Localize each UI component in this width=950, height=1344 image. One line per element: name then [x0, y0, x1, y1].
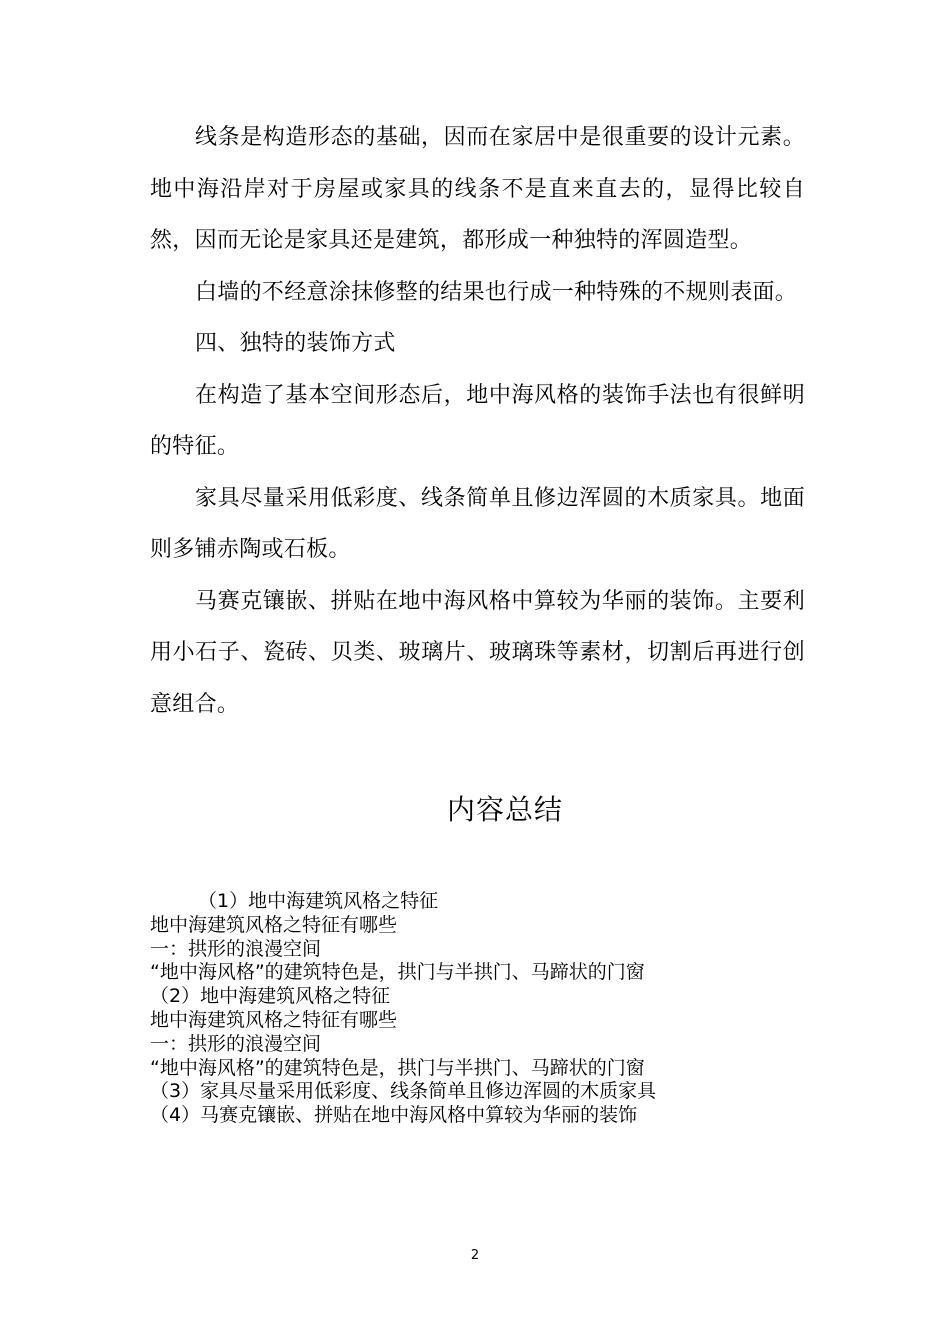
summary-list: [150, 890, 830, 1128]
body-text: [150, 112, 805, 730]
summary-line: “地中海风格”的建筑特色是，拱门与半拱门、马蹄状的门窗: [150, 1056, 645, 1079]
paragraph: 线条是构造形态的基础，因而在家居中是很重要的设计元素。地中海沿岸对于房屋或家具的线条不是直来直去的，显得比较自然，因而无论是家具还是建筑，都形成一种独特的浑圆造型。: [150, 125, 805, 253]
paragraph: 白墙的不经意涂抹修整的结果也行成一种特殊的不规则表面。: [195, 279, 798, 305]
section-heading: 四、独特的装饰方式: [195, 331, 396, 356]
summary-line: “地中海风格”的建筑特色是，拱门与半拱门、马蹄状的门窗: [150, 961, 645, 984]
summary-line: （3）家具尽量采用低彩度、线条简单且修边浑圆的木质家具: [150, 1080, 657, 1103]
page-number: 2: [470, 1248, 480, 1263]
summary-title: 内容总结: [446, 793, 563, 826]
summary-line: （4）马赛克镶嵌、拼贴在地中海风格中算较为华丽的装饰: [150, 1104, 638, 1127]
paragraph: 马赛克镶嵌、拼贴在地中海风格中算较为华丽的装饰。主要利用小石子、瓷砖、贝类、玻璃片、玻璃珠等素材，切割后再进行创意组合。: [150, 588, 805, 717]
summary-line: 一：拱形的浪漫空间: [150, 1032, 322, 1055]
summary-line: （1）地中海建筑风格之特征: [198, 890, 439, 912]
summary-line: 地中海建筑风格之特征有哪些: [150, 913, 398, 936]
summary-line: （2）地中海建筑风格之特征: [150, 985, 391, 1008]
paragraph: 在构造了基本空间形态后，地中海风格的装饰手法也有很鲜明的特征。: [150, 382, 805, 459]
summary-line: 地中海建筑风格之特征有哪些: [150, 1008, 398, 1031]
summary-line: 一：拱形的浪漫空间: [150, 937, 322, 960]
paragraph: 家具尽量采用低彩度、线条简单且修边浑圆的木质家具。地面则多铺赤陶或石板。: [150, 485, 805, 562]
